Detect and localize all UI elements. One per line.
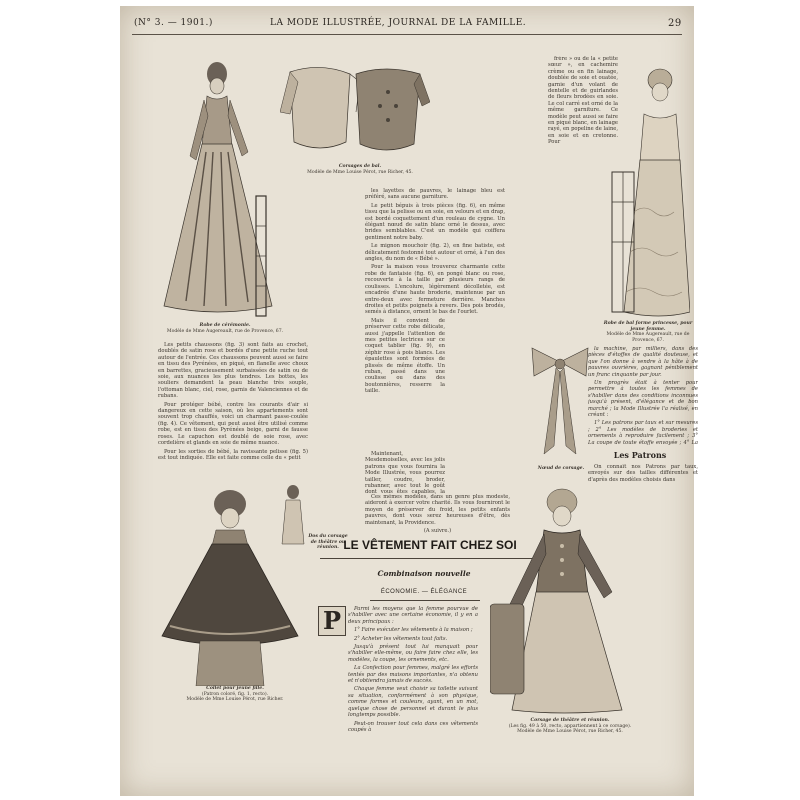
ball-bodices-illustration <box>280 62 430 162</box>
theatre-bodice-illustration <box>490 484 630 714</box>
back-view-illustration <box>280 484 306 550</box>
tagline-rule <box>370 600 480 601</box>
section-title-patrons: Les Patrons <box>613 450 667 460</box>
caption-noeud: Nœud de corsage. <box>537 466 585 471</box>
caption-corsage-theatre: Corsage de théâtre et réunion. (Les fig. 49 à 50, recto, appartiennent à ce corsage). Modèle de Mme Louise Pérot, rue Richer, 45. <box>508 718 632 735</box>
text-column-middle-2: Maintenant, Mesdemoiselles, avec les jolis patrons que vous fournira la Mode Illustrée, vous pourrez tailler, coudre, broder, rubanner, avec tout le goût dont vous êtes capables, la <box>365 451 445 496</box>
caption-robe-ceremonie: Robe de cérémonie. Modèle de Mme Augereault, rue de Provence, 67. <box>166 323 284 334</box>
text-article-body: Parmi les moyens que la femme pourvue de s'habiller avec une certaine économie, il y en a deux principaux : 1° Faire exécuter les vêtements à la maison ; 2° Acheter les vêtements tout faits. Jusqu'à présent tout lui manquait pour s'habiller elle-même, ou faire faire chez elle, les modèles, la coupe, les ornements, etc. La Confection pour femmes, malgré les efforts tentés par des maisons importantes, n'a obtenu et n'obtiendra jamais de succès. Chaque femme veut choisir sa toilette suivant sa situation, conformément à son physique, comme formes et couleurs, ayant, en un mot, quelque chose de personnel et durant le plus longtemps possible. Peut-on trouver tout cela dans ces vêtements coupés à <box>348 606 478 733</box>
bow-illustration <box>530 342 590 462</box>
ball-gown-illustration <box>610 62 690 317</box>
text-column-middle: les layettes de pauvres, le lainage bleu est préféré, sans aucune garniture. Le petit bépuis à trois pièces (fig. 6), en même tissu que la pelisse ou en soie, en velours et en drap, est bordé coquettement d'un rouleau de cygne. Un élégant nœud de satin blanc orné le dessus, avec brides semblables. C'est un modèle qui coiffera gentiment notre baby. Le mignon mouchoir (fig. 2), en fine batiste, est délicatement festonné tout autour et orné, à l'un des angles, du nom de « Bébé ». Pour la maison vous trouverez charmante cette robe de fantaisie (fig. 6), en pongé blanc ou rose, recouverte à la taille par plusieurs rangs de coulisses. L'encolure, légèrement décolletée, est encadrée d'une haute broderie, maintenue par un entre-deux avec fermeture derrière. Manches droites et petits poignets à revers. Des pois brodés, semés à distance, ornent le bas de l'ourlet. Mais il convient de préserver cette robe délicate, aussi j'appelle l'attention de mes petites lectrices sur ce coquet tablier (fig. 9), en zéphir rose à pois blancs. Les épaulettes sont formées de plissés de même étoffe. Un ruban, passé dans une coulisse ou dans des boutonnières, resserre la taille. <box>365 188 505 395</box>
caption-robe-bal: Robe de bal forme princesse, pour jeune femme. Modèle de Mme Augereault, rue de Provence, 67. <box>603 321 693 343</box>
caption-corsages-bal: Corsages de bal. Modèle de Mme Louise Pérot, rue Richer, 45. <box>307 164 413 175</box>
cape-illustration <box>160 486 300 686</box>
text-column-right-top: frère » ou de la « petite sœur », en cachemire crème ou en fin lainage, doublée de soie et ouatée, garnie d'un volant de dentelle et de guirlandes de fleurs brodées en soie. Le col carré est orné de la même garniture. Ce modèle peut aussi se faire en piqué blanc, en lainage rayé, en popeline de laine, en soie et en cretonne. Pour <box>548 56 618 146</box>
page-number: 29 <box>668 18 682 29</box>
article-tagline: ÉCONOMIE. — ÉLÉGANCE <box>380 589 468 595</box>
caption-dos-corsage: Dos du corsage de théâtre ou réunion. <box>308 534 348 551</box>
caption-collet: Collet pour jeune fille. (Patron coloré, fig. 1, recto). Modèle de Mme Louise Pérot, rue Richer. <box>186 686 284 703</box>
text-column-left: Les petits chaussons (fig. 3) sont faits au crochet, doublés de satin rose et bordés d'une petite ruche tout autour de l'entrée. Ces chaussons peuvent aussi se faire en tissu des Pyrénées, en piqué, en flanelle avec choux en barrettes, gracieusement surbaissées de satin ou de soie, aux nuances les plus tendres. Les bottes, les souliers demandent la peau blanche très souple, l'ottoman blanc, ciel, rose, garnis de Valenciennes et de rubans. Pour protéger bébé, contre les courants d'air si dangereux en cette saison, où les appartements sont souvent trop chauffés, voici un charmant passe-coulée (fig. 4). Ce vêtement, qui peut aussi être utilisé comme robe, est en tissu des Pyrénées beige, garni de fausse roses. Le capuchon est doublé de soie rose, avec cordelière et glands en soie de même nuance. Pour les sorties de bébé, la ravissante pelisse (fig. 5) est tout indiquée. Elle est faite comme celle du « petit <box>158 342 308 461</box>
issue-number: (N° 3. — 1901.) <box>134 18 213 28</box>
magazine-page <box>120 6 698 796</box>
article-subtitle: Combinaison nouvelle <box>377 569 471 578</box>
article-headline: LE VÊTEMENT FAIT CHEZ SOI <box>343 538 517 552</box>
header-rule <box>132 34 682 35</box>
journal-title: LA MODE ILLUSTRÉE, JOURNAL DE LA FAMILLE. <box>270 18 527 28</box>
text-patrons: On connaît nos Patrons par taux, envoyés sur des tailles différentes et d'après des modèles choisis dans <box>588 464 698 483</box>
signature: (A suivre.) <box>423 528 452 534</box>
text-column-middle-3: Ces mêmes modèles, dans un genre plus modeste, aideront à exercer votre charité. Ils vous fourniront le moyen de préserver du froid, les petits enfants pauvres, dont vous serez heureuses d'être, dès maintenant, la Providence. (A suivre.) <box>365 494 510 534</box>
text-column-right-mid: la machine, par milliers, dans des pièces d'étoffes de qualité douteuse, et que l'on donne à vendre à la hâte à de pauvres ouvrières, gagnant péniblement un franc cinquante par jour. Un progrès était à tenter pour permettre à toutes les femmes de s'habiller dans des conditions inconnues jusqu'à présent, d'élégance et de bon marché ; la Mode Illustrée l'a réalisé, en créant : 1° Les patrons par taux et sur mesures ; 2° Les modèles de broderies et ornements à reproduire facilement ; 3° La coupe de toute étoffe envoyée ; 4° La <box>588 346 698 446</box>
dropcap: P <box>318 606 346 636</box>
page-header <box>120 16 694 32</box>
dress-ceremony-illustration <box>160 56 280 321</box>
